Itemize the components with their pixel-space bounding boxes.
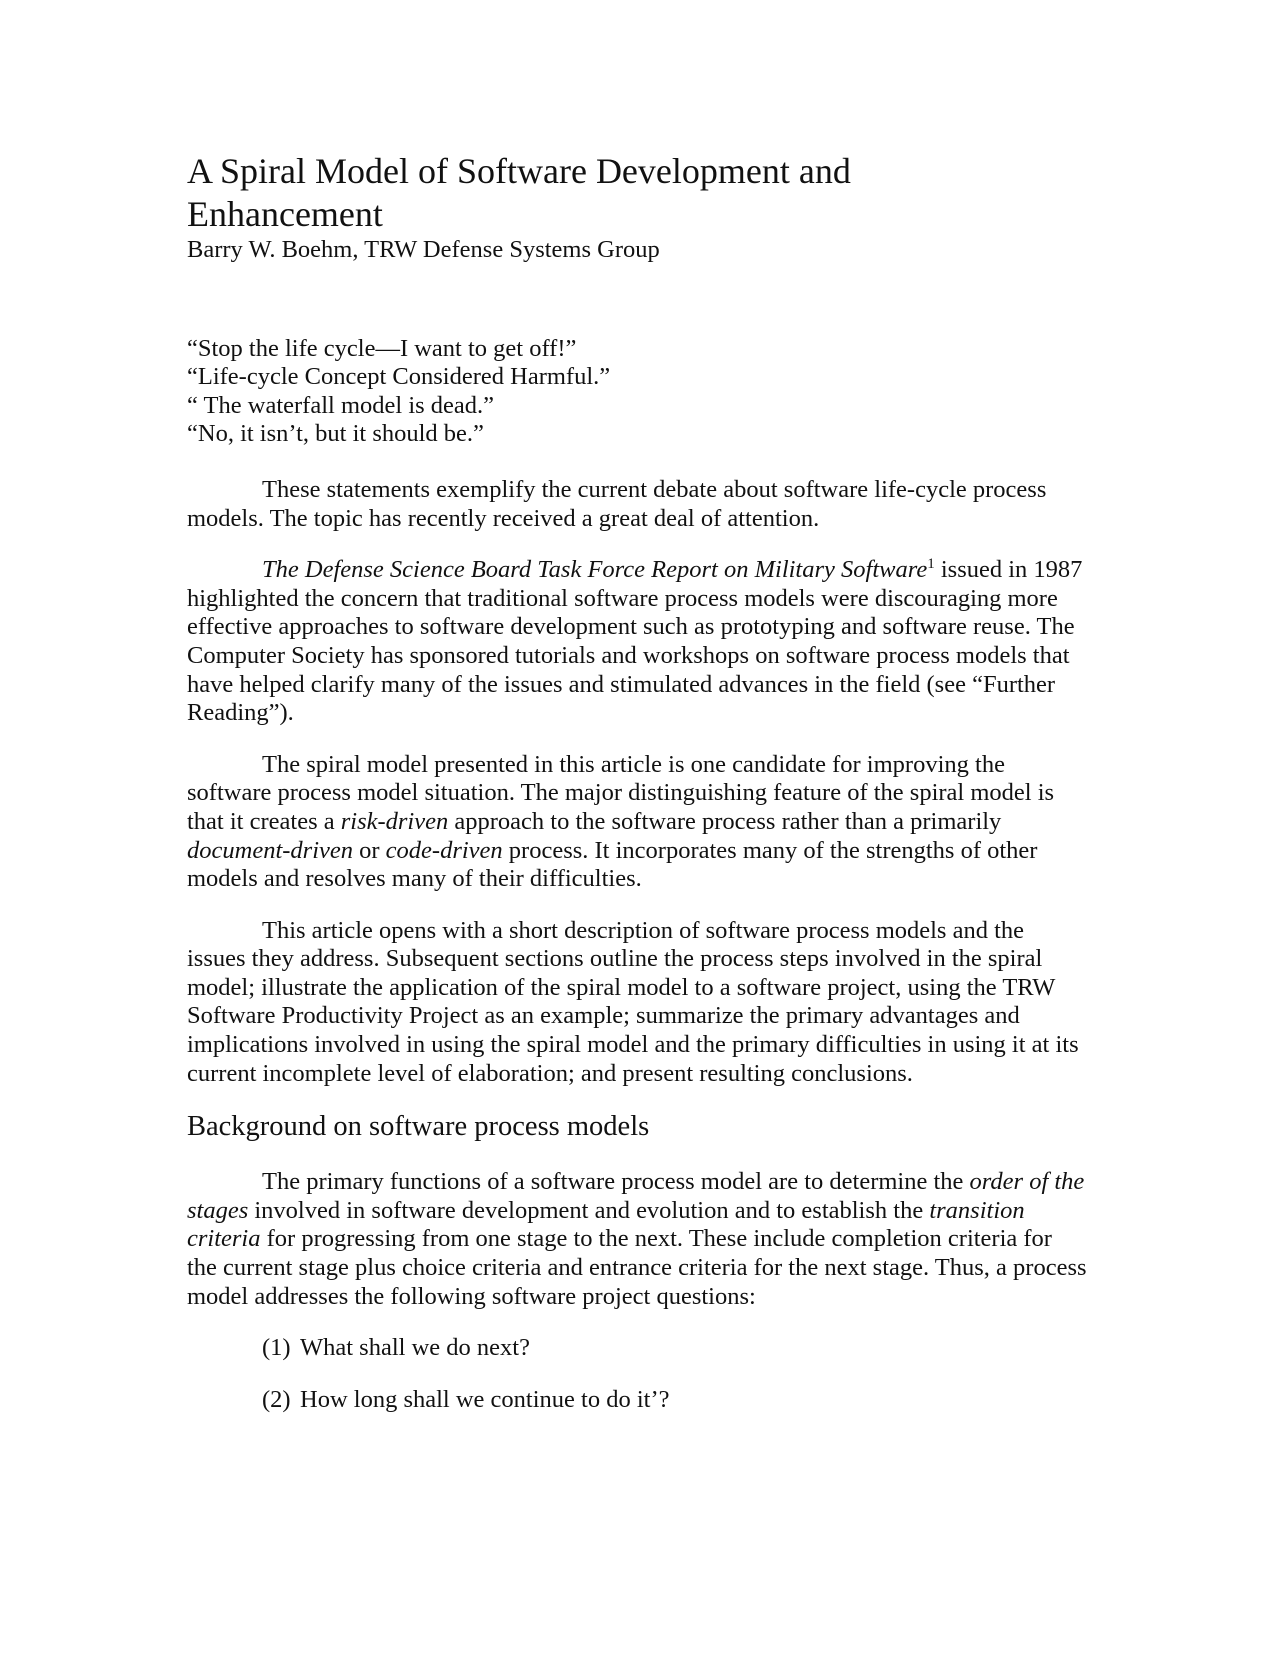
paragraph-text: for progressing from one stage to the next. These include completion criteria for the current stage plus choice criteria and entrance criteria for the next stage. Thus, a process model addresses the following software project questions:	[187, 1225, 1087, 1310]
paragraph-text: process. It incorporates many of the strengths of other models and resolves many of their difficulties.	[187, 836, 1038, 893]
emphasis-code-driven: code-driven	[385, 836, 503, 864]
emphasis-order-of-stages: order of the stages	[187, 1168, 1085, 1224]
section-heading: Background on software process models	[187, 1111, 650, 1143]
list-item-text: How long shall we continue to do it’?	[300, 1385, 670, 1413]
epigraph-quotes	[187, 335, 1087, 449]
list-item-text: What shall we do next?	[300, 1334, 530, 1362]
list-item	[262, 1334, 1087, 1363]
list-item	[262, 1386, 1087, 1415]
paragraph-process-functions	[187, 1168, 1087, 1311]
paragraph-article-outline: This article opens with a short description of software process models and the issues they address. Subsequent sections outline the process steps involved in the spiral model; illustrate the application of the spiral model to a software project, using the TRW Software Productivity Project as an example; summarize the primary advantages and implications involved in using the spiral model and the primary difficulties in using it at its current incomplete level of elaboration; and present resulting conclusions.	[187, 916, 1079, 1087]
emphasis-risk-driven: risk-driven	[340, 807, 449, 835]
footnote-reference: 1	[927, 556, 935, 572]
paragraph-text: issued in 1987 highlighted the concern that traditional software process models were discouraging more effective approaches to software development such as prototyping and software reuse. The Computer Society has sponsored tutorials and workshops on software process models that have helped clarify many of the issues and stimulated advances in the field (see “Further Reading”).	[187, 556, 1083, 727]
author-line: Barry W. Boehm, TRW Defense Systems Group	[187, 236, 660, 263]
document-page	[187, 150, 1087, 1414]
paragraph-text: involved in software development and evolution and to establish the	[248, 1196, 930, 1224]
document-title: A Spiral Model of Software Development and Enhancement	[187, 151, 851, 234]
quote-line: “ The waterfall model is dead.”	[187, 391, 495, 419]
paragraph-text: The spiral model presented in this article is one candidate for improving the software process model situation. The major distinguishing feature of the spiral model is that it creates a	[187, 750, 1055, 835]
paragraph-spiral-model	[187, 751, 1087, 894]
emphasis-transition-criteria: transition criteria	[187, 1196, 1025, 1253]
quote-line: “Stop the life cycle—I want to get off!”	[187, 334, 577, 362]
emphasis-document-driven: document-driven	[187, 836, 353, 864]
paragraph-dsb-report	[187, 556, 1087, 728]
list-item-number: (2)	[262, 1385, 291, 1413]
quote-line: “No, it isn’t, but it should be.”	[187, 420, 484, 448]
report-title: The Defense Science Board Task Force Report on Military Software	[262, 556, 928, 584]
paragraph-text: approach to the software process rather than a primarily	[448, 807, 1002, 835]
paragraph-intro: These statements exemplify the current debate about software life-cycle process models. The topic has recently received a great deal of attention.	[187, 475, 1047, 532]
paragraph-text: The primary functions of a software process model are to determine the	[262, 1168, 970, 1196]
paragraph-text: or	[353, 836, 386, 864]
list-item-number: (1)	[262, 1334, 291, 1362]
question-list	[187, 1334, 1087, 1414]
quote-line: “Life-cycle Concept Considered Harmful.”	[187, 363, 611, 391]
